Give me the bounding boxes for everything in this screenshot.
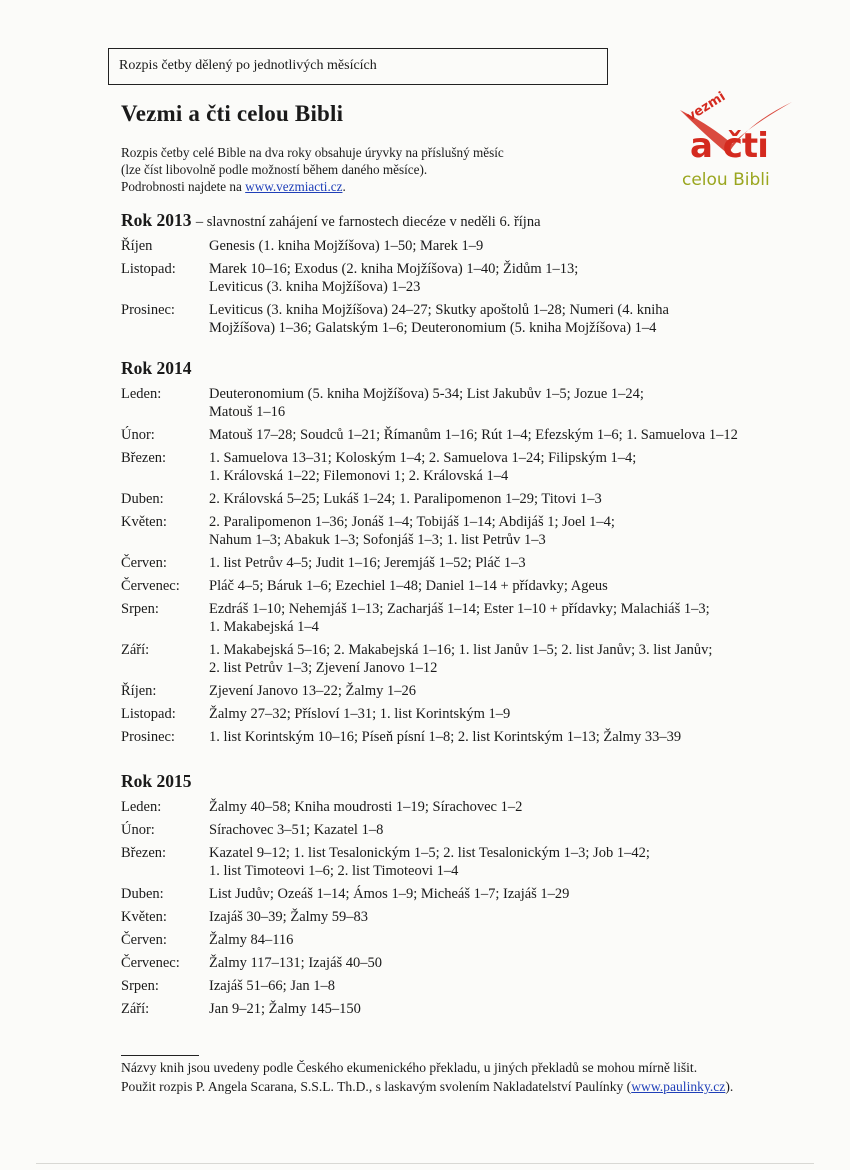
reading-line: Kazatel 9–12; 1. list Tesalonickým 1–5; 2. list Tesalonickým 1–3; Job 1–42; bbox=[209, 845, 650, 861]
reading-line: 1. Královská 1–22; Filemonovi 1; 2. Královská 1–4 bbox=[209, 468, 509, 484]
year-section-2015 bbox=[121, 771, 821, 1023]
reading-line: Žalmy 27–32; Přísloví 1–31; 1. list Korintským 1–9 bbox=[209, 706, 511, 722]
reading-line: Marek 10–16; Exodus (2. kniha Mojžíšova) 1–40; Židům 1–13; bbox=[209, 261, 579, 277]
reading-line: Jan 9–21; Žalmy 145–150 bbox=[209, 1001, 361, 1017]
month-row bbox=[121, 301, 821, 337]
month-row bbox=[121, 385, 821, 421]
month-row bbox=[121, 554, 821, 572]
month-label: Červen: bbox=[121, 932, 167, 948]
month-row bbox=[121, 577, 821, 595]
reading-text bbox=[209, 237, 821, 255]
reading-line: Pláč 4–5; Báruk 1–6; Ezechiel 1–48; Daniel 1–14 + přídavky; Ageus bbox=[209, 578, 608, 594]
logo-vezmi-text: vezmi bbox=[684, 89, 729, 125]
reading-line: 1. list Korintským 10–16; Píseň písní 1–8; 2. list Korintským 1–13; Žalmy 33–39 bbox=[209, 729, 682, 745]
reading-line: Mojžíšova) 1–36; Galatským 1–6; Deuteronomium (5. kniha Mojžíšova) 1–4 bbox=[209, 320, 657, 336]
month-row bbox=[121, 908, 821, 926]
month-row bbox=[121, 1000, 821, 1018]
intro-line-3 bbox=[121, 178, 641, 195]
reading-text bbox=[209, 641, 821, 677]
month-row bbox=[121, 821, 821, 839]
reading-line: Izajáš 51–66; Jan 1–8 bbox=[209, 978, 336, 994]
month-row bbox=[121, 237, 821, 255]
month-label: Srpen: bbox=[121, 601, 159, 617]
footer-divider bbox=[121, 1055, 199, 1056]
reading-line: Deuteronomium (5. kniha Mojžíšova) 5-34; List Jakubův 1–5; Jozue 1–24; bbox=[209, 386, 644, 402]
intro-line-3-prefix: Podrobnosti najdete na bbox=[121, 179, 246, 194]
month-label: Leden: bbox=[121, 799, 162, 815]
page-title: Vezmi a čti celou Bibli bbox=[121, 101, 344, 126]
year-label: Rok 2015 bbox=[121, 771, 192, 791]
month-label: Květen: bbox=[121, 514, 167, 530]
year-note: – slavnostní zahájení ve farnostech diecéze v neděli 6. října bbox=[195, 214, 541, 230]
month-row bbox=[121, 260, 821, 296]
reading-text bbox=[209, 426, 821, 444]
month-row bbox=[121, 426, 821, 444]
reading-text bbox=[209, 885, 821, 903]
year-section-2014 bbox=[121, 358, 821, 751]
reading-text bbox=[209, 821, 821, 839]
footer-line-1: Názvy knih jsou uvedeny podle Českého ekumenického překladu, u jiných překladů se mohou mírně lišit. bbox=[121, 1060, 698, 1075]
vezmi-a-cti-logo bbox=[676, 89, 800, 202]
intro-paragraph bbox=[121, 144, 641, 195]
reading-text bbox=[209, 705, 821, 723]
reading-text bbox=[209, 931, 821, 949]
reading-line: 1. Makabejská 5–16; 2. Makabejská 1–16; 1. list Janův 1–5; 2. list Janův; 3. list Janův; bbox=[209, 642, 713, 658]
paulinky-link[interactable]: www.paulinky.cz bbox=[631, 1079, 726, 1094]
month-label: Srpen: bbox=[121, 978, 159, 994]
month-label: Prosinec: bbox=[121, 729, 175, 745]
reading-line: Leviticus (3. kniha Mojžíšova) 24–27; Skutky apoštolů 1–28; Numeri (4. kniha bbox=[209, 302, 669, 318]
reading-text bbox=[209, 577, 821, 595]
month-row bbox=[121, 977, 821, 995]
month-row bbox=[121, 600, 821, 636]
month-label: Únor: bbox=[121, 427, 155, 443]
reading-line: Matouš 17–28; Soudců 1–21; Římanům 1–16; Rút 1–4; Efezským 1–6; 1. Samuelova 1–12 bbox=[209, 427, 738, 443]
month-row bbox=[121, 490, 821, 508]
reading-line: 1. Makabejská 1–4 bbox=[209, 619, 319, 635]
month-row bbox=[121, 885, 821, 903]
year-heading bbox=[121, 771, 821, 792]
month-label: Září: bbox=[121, 642, 150, 658]
month-label: Březen: bbox=[121, 845, 167, 861]
reading-text bbox=[209, 600, 821, 636]
reading-text bbox=[209, 301, 821, 337]
year-heading bbox=[121, 358, 821, 379]
month-label: Duben: bbox=[121, 886, 164, 902]
reading-text bbox=[209, 385, 821, 421]
header-box bbox=[108, 48, 608, 85]
logo-bibli-text: celou Bibli bbox=[682, 170, 770, 190]
reading-line: Ezdráš 1–10; Nehemjáš 1–13; Zacharjáš 1–14; Ester 1–10 + přídavky; Malachiáš 1–3; bbox=[209, 601, 710, 617]
month-row bbox=[121, 641, 821, 677]
header-box-text: Rozpis četby dělený po jednotlivých měsících bbox=[119, 58, 377, 73]
reading-text bbox=[209, 260, 821, 296]
reading-line: Žalmy 117–131; Izajáš 40–50 bbox=[209, 955, 383, 971]
reading-line: Sírachovec 3–51; Kazatel 1–8 bbox=[209, 822, 384, 838]
reading-line: Izajáš 30–39; Žalmy 59–83 bbox=[209, 909, 369, 925]
month-row bbox=[121, 682, 821, 700]
month-list bbox=[121, 385, 821, 746]
reading-line: Matouš 1–16 bbox=[209, 404, 286, 420]
logo-acti-text: a čti bbox=[690, 126, 768, 166]
month-label: Září: bbox=[121, 1001, 150, 1017]
month-row bbox=[121, 513, 821, 549]
reading-line: List Judův; Ozeáš 1–14; Ámos 1–9; Micheáš 1–7; Izajáš 1–29 bbox=[209, 886, 570, 902]
reading-text bbox=[209, 798, 821, 816]
month-row bbox=[121, 728, 821, 746]
month-label: Únor: bbox=[121, 822, 155, 838]
reading-line: 1. list Petrův 4–5; Judit 1–16; Jeremjáš 1–52; Pláč 1–3 bbox=[209, 555, 526, 571]
reading-line: 1. list Timoteovi 1–6; 2. list Timoteovi 1–4 bbox=[209, 863, 459, 879]
footer-line-2-prefix: Použit rozpis P. Angela Scarana, S.S.L. Th.D., s laskavým svolením Nakladatelství Paulínky ( bbox=[121, 1079, 632, 1094]
month-label: Leden: bbox=[121, 386, 162, 402]
month-label: Listopad: bbox=[121, 706, 176, 722]
month-list bbox=[121, 237, 821, 337]
vezmiacti-link[interactable]: www.vezmiacti.cz bbox=[245, 179, 343, 194]
reading-line: 1. Samuelova 13–31; Koloským 1–4; 2. Samuelova 1–24; Filipským 1–4; bbox=[209, 450, 637, 466]
reading-text bbox=[209, 844, 821, 880]
reading-line: 2. list Petrův 1–3; Zjevení Janovo 1–12 bbox=[209, 660, 438, 676]
year-heading bbox=[121, 210, 821, 231]
reading-text bbox=[209, 490, 821, 508]
month-row bbox=[121, 798, 821, 816]
month-label: Říjen bbox=[121, 238, 153, 254]
reading-text bbox=[209, 908, 821, 926]
reading-text bbox=[209, 449, 821, 485]
month-label: Duben: bbox=[121, 491, 164, 507]
year-section-2013 bbox=[121, 210, 821, 342]
intro-line-1: Rozpis četby celé Bible na dva roky obsahuje úryvky na příslušný měsíc bbox=[121, 145, 504, 160]
reading-line: 2. Královská 5–25; Lukáš 1–24; 1. Paralipomenon 1–29; Titovi 1–3 bbox=[209, 491, 602, 507]
reading-line: Žalmy 84–116 bbox=[209, 932, 294, 948]
month-row bbox=[121, 449, 821, 485]
intro-line-3-suffix: . bbox=[342, 179, 346, 194]
reading-text bbox=[209, 728, 821, 746]
reading-text bbox=[209, 682, 821, 700]
reading-line: Leviticus (3. kniha Mojžíšova) 1–23 bbox=[209, 279, 421, 295]
reading-text bbox=[209, 1000, 821, 1018]
month-label: Červen: bbox=[121, 555, 167, 571]
page-edge bbox=[36, 1163, 814, 1164]
month-label: Listopad: bbox=[121, 261, 176, 277]
year-label: Rok 2014 bbox=[121, 358, 192, 378]
reading-line: Žalmy 40–58; Kniha moudrosti 1–19; Sírachovec 1–2 bbox=[209, 799, 523, 815]
reading-text bbox=[209, 977, 821, 995]
month-row bbox=[121, 954, 821, 972]
reading-text bbox=[209, 954, 821, 972]
month-label: Květen: bbox=[121, 909, 167, 925]
reading-text bbox=[209, 554, 821, 572]
reading-line: 2. Paralipomenon 1–36; Jonáš 1–4; Tobijáš 1–14; Abdijáš 1; Joel 1–4; bbox=[209, 514, 615, 530]
footer-note bbox=[121, 1058, 831, 1096]
month-row bbox=[121, 931, 821, 949]
month-label: Říjen: bbox=[121, 683, 157, 699]
month-label: Červenec: bbox=[121, 955, 180, 971]
reading-line: Zjevení Janovo 13–22; Žalmy 1–26 bbox=[209, 683, 416, 699]
month-label: Prosinec: bbox=[121, 302, 175, 318]
reading-text bbox=[209, 513, 821, 549]
month-label: Březen: bbox=[121, 450, 167, 466]
reading-line: Genesis (1. kniha Mojžíšova) 1–50; Marek 1–9 bbox=[209, 238, 484, 254]
reading-line: Nahum 1–3; Abakuk 1–3; Sofonjáš 1–3; 1. list Petrův 1–3 bbox=[209, 532, 546, 548]
month-row bbox=[121, 705, 821, 723]
footer-line-2 bbox=[121, 1077, 831, 1096]
intro-line-2: (lze číst libovolně podle možností během daného měsíce). bbox=[121, 162, 428, 177]
month-row bbox=[121, 844, 821, 880]
year-label: Rok 2013 bbox=[121, 210, 192, 230]
month-list bbox=[121, 798, 821, 1018]
month-label: Červenec: bbox=[121, 578, 180, 594]
footer-line-2-suffix: ). bbox=[725, 1079, 734, 1094]
